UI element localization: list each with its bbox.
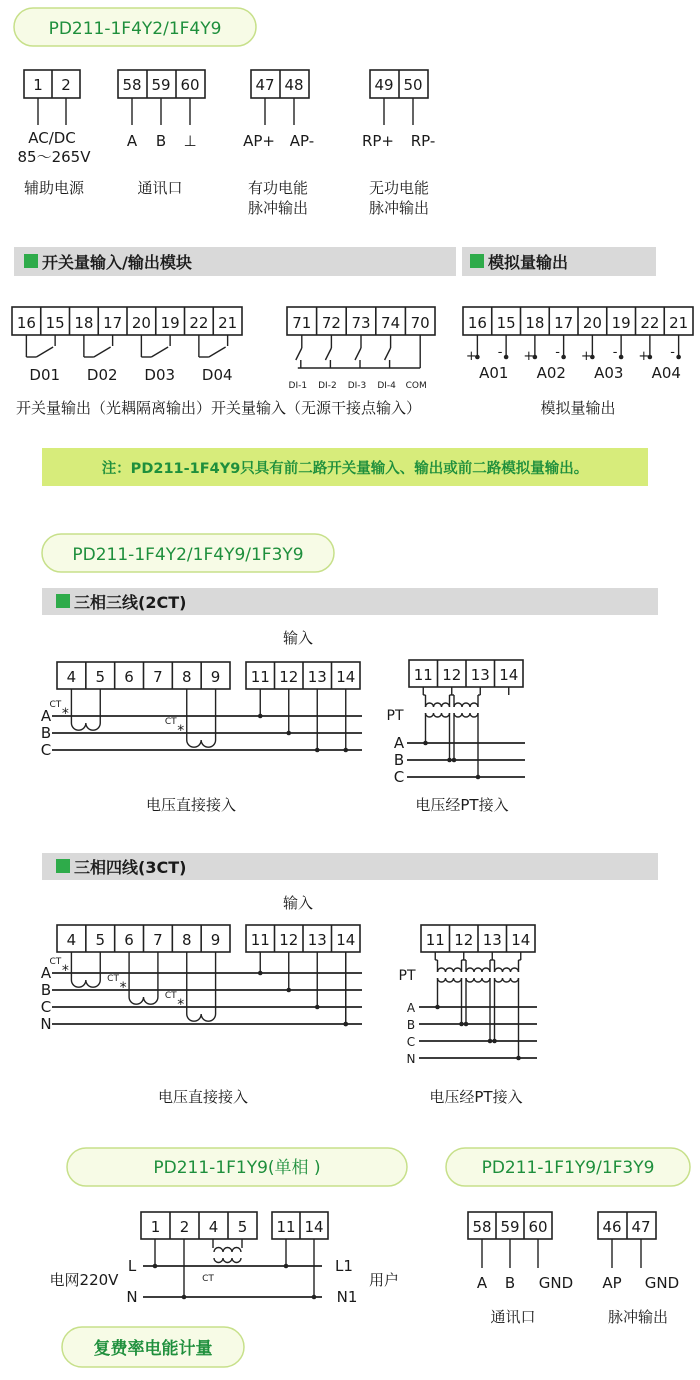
polarity-star: * [61,963,69,979]
terminal-caption: 辅助电源 [23,179,85,197]
junction-dot [516,1056,521,1061]
pin: 12 [454,931,474,949]
terminal-label: GND [538,1274,574,1292]
terminal-label: AC/DC [28,129,76,147]
pin: 17 [554,314,574,332]
analog-header: 模拟量输出 [488,253,569,272]
single-phase-diagram [141,1212,328,1239]
pin: 17 [103,314,123,332]
terminal-label: AP- [289,132,315,150]
pin: 13 [482,931,502,949]
terminal-label: RP+ [361,132,395,150]
pin: 21 [218,314,238,332]
terminal-caption: 通讯口 [490,1308,536,1326]
pin: 5 [95,931,106,949]
pin: 58 [472,1218,492,1236]
pin: 6 [124,931,134,949]
output-label: D03 [144,366,176,384]
output-label: A03 [594,364,624,382]
polarity-star: * [177,723,185,739]
phase-label: A [40,964,52,982]
pin: 20 [582,314,602,332]
junction-dot [343,1022,348,1027]
direct-caption: 电压直接接入 [145,796,237,814]
pin: 18 [74,314,94,332]
pin: 14 [511,931,531,949]
phase-label: B [40,724,52,742]
pin: 49 [374,76,394,94]
pt-coil [495,968,519,972]
pin: 12 [442,666,462,684]
io-caption: 开关量输出（光耦隔离输出）开关量输入（无源干接点输入） [16,399,422,417]
ct-coil [426,713,450,717]
ct-coil [187,740,216,747]
pin: 16 [467,314,487,332]
terminal-caption: 脉冲输出 [247,199,309,217]
model-title: PD211-1F4Y2/1F4Y9 [48,19,222,39]
phase-label: A [40,707,52,725]
model-title: PD211-1F4Y2/1F4Y9/1F3Y9 [72,545,304,565]
3p4w-header: 三相四线(3CT) [74,858,187,877]
junction-dot [258,714,263,719]
pin: 11 [250,668,270,686]
junction-dot [286,731,291,736]
terminal-label: 85～265V [17,148,91,166]
junction-dot [343,748,348,753]
pin: 19 [611,314,631,332]
ct-label: CT [49,957,62,967]
terminal-label: RP- [410,132,436,150]
pin: 5 [95,668,106,686]
active-pulse-terminal [243,70,314,217]
sign: + [465,349,477,364]
green-square-icon [470,254,484,268]
ct-coil [187,1014,216,1021]
aux-power-terminal [18,70,92,197]
pin: 19 [160,314,180,332]
ct-coil [495,978,519,982]
ct-coil [466,978,490,982]
pin: 22 [640,314,660,332]
pin: 13 [307,931,327,949]
phase-label: B [406,1018,416,1032]
output-label: A02 [536,364,566,382]
pin: 12 [279,668,299,686]
pt-coil [454,703,478,707]
output-label: A04 [651,364,681,382]
pin: 14 [336,931,356,949]
pin: 74 [381,314,401,332]
junction-dot [286,988,291,993]
pin: 59 [500,1218,520,1236]
pt-coil [466,968,490,972]
pin: 16 [16,314,36,332]
pin: 11 [425,931,445,949]
pin: 8 [181,931,192,949]
wire [296,348,302,360]
junction-dot [423,741,428,746]
pin: 59 [151,76,171,94]
section-3 [40,534,658,1106]
junction-dot [504,355,509,360]
pin: 11 [413,666,433,684]
pin: 1 [150,1218,161,1236]
pin: 18 [525,314,545,332]
junction-dot [435,1005,440,1010]
sign: + [580,349,592,364]
junction-dot [258,971,263,976]
pin: 20 [131,314,151,332]
ct-label: CT [164,717,177,727]
output-label: D04 [201,366,233,384]
ct-label: CT [202,1274,214,1284]
sign: + [638,349,650,364]
wire [325,348,331,360]
section-1 [14,8,435,217]
phase-label: B [40,981,52,999]
phase-label: A [406,1001,416,1015]
sign: - [497,345,503,360]
terminal-label: ⊥ [183,132,197,150]
pin: 11 [276,1218,296,1236]
terminal-caption: 有功电能 [247,179,309,197]
pin: 7 [153,668,163,686]
pin: 5 [237,1218,248,1236]
phase-label: N [40,1015,52,1033]
junction-dot [476,775,481,780]
ct-label: CT [49,700,62,710]
pt-coil [426,703,450,707]
green-square-icon [56,594,70,608]
pin: 48 [284,76,304,94]
section-4 [50,1148,690,1367]
terminal-caption: 脉冲输出 [607,1308,669,1326]
pt-label: PT [398,968,416,984]
phase-label: C [406,1035,416,1049]
input-label: 输入 [282,894,314,912]
terminal-label: B [155,132,167,150]
terminal-label: B [504,1274,516,1292]
junction-dot [459,1022,464,1027]
output-label: D02 [86,366,118,384]
pin: 13 [470,666,490,684]
pin: 8 [181,668,192,686]
section-2 [12,247,693,486]
pin: 14 [304,1218,324,1236]
ct-coil [438,978,462,982]
pin: 47 [631,1218,651,1236]
junction-dot [182,1295,187,1300]
polarity-star: * [61,706,69,722]
ct-coil [454,713,478,717]
green-square-icon [56,859,70,873]
pin: 12 [279,931,299,949]
user-label: 用户 [368,1271,400,1289]
ct-label: CT [107,974,119,984]
sign: - [670,345,675,360]
pin: 2 [61,76,71,94]
pin: 60 [180,76,200,94]
pin: 9 [210,668,221,686]
line-label: N [126,1288,138,1306]
pt-label: PT [386,708,404,724]
terminal-label: A [476,1274,488,1292]
junction-dot [153,1264,158,1269]
analog-caption: 模拟量输出 [540,399,616,417]
pt-coil [438,968,462,972]
pin: 11 [250,931,270,949]
junction-dot [561,355,566,360]
switch-output-terminal [12,307,242,384]
pin: 46 [602,1218,622,1236]
pin: 71 [292,314,312,332]
pin: 60 [528,1218,548,1236]
pin: 73 [351,314,371,332]
analog-output-terminal [463,307,693,382]
model-title: PD211-1F1Y9/1F3Y9 [481,1158,655,1178]
phase-label: A [393,734,405,752]
polarity-star: * [119,980,127,996]
terminal-label: AP [602,1274,622,1292]
wire [385,348,391,360]
pin: 2 [179,1218,190,1236]
grid-label: 电网220V [49,1271,119,1289]
output-label: D01 [29,366,61,384]
pin: 4 [66,931,77,949]
pin: 72 [321,314,341,332]
input-label: DI-4 [377,381,396,391]
junction-dot [315,748,320,753]
io-header: 开关量输入/输出模块 [42,253,192,272]
pin: 9 [210,931,221,949]
ct-coil [214,1258,241,1263]
wire [355,348,361,360]
phase-label: N [406,1052,416,1066]
pin: 15 [496,314,516,332]
wire [151,347,168,357]
terminal-caption: 通讯口 [137,179,183,197]
pin: 13 [307,668,327,686]
junction-dot [492,1039,497,1044]
pin: 4 [66,668,77,686]
line-label: L1 [335,1257,353,1275]
pin: 21 [669,314,689,332]
junction-dot [464,1022,469,1027]
pt-caption: 电压经PT接入 [429,1088,523,1106]
pin: 6 [124,668,134,686]
pin: 15 [45,314,65,332]
input-label: DI-2 [318,381,337,391]
direct-caption: 电压直接接入 [157,1088,249,1106]
phase-label: C [40,741,52,759]
wire [94,347,111,357]
ct-coil [129,997,158,1004]
terminal-caption: 无功电能 [368,179,430,197]
multi-rate-label: 复费率电能计量 [93,1339,213,1359]
junction-dot [452,758,457,763]
switch-input-terminal [287,307,435,391]
pin: 1 [33,76,43,94]
line-label: L [127,1257,137,1275]
output-label: A01 [479,364,509,382]
input-label: 输入 [282,629,314,647]
phase-label: B [393,751,405,769]
sign: - [555,345,560,360]
pin: 14 [336,668,356,686]
ct-coil [71,980,100,987]
polarity-star: * [177,997,185,1013]
pin: 47 [255,76,275,94]
wire [36,347,53,357]
model-title: PD211-1F1Y9(单相 ) [153,1158,321,1178]
pin: 7 [153,931,163,949]
junction-dot [676,355,681,360]
junction-dot [619,355,624,360]
terminal-caption: 脉冲输出 [368,199,430,217]
sign: + [523,349,535,364]
phase-label: C [40,998,52,1016]
input-label: COM [405,381,427,391]
input-label: DI-3 [347,381,367,391]
ct-label: CT [164,991,177,1001]
sign: - [612,345,618,360]
junction-dot [284,1264,289,1269]
terminal-label: AP+ [243,132,275,150]
terminal-label: A [126,132,138,150]
junction-dot [447,758,452,763]
junction-dot [315,1005,320,1010]
junction-dot [488,1039,493,1044]
pt-caption: 电压经PT接入 [415,796,509,814]
comm-terminal [118,70,205,197]
note-text: 注：PD211-1F4Y9只具有前二路开关量输入、输出或前二路模拟量输出。 [101,461,589,477]
pin: 70 [410,314,430,332]
phase-label: C [393,768,405,786]
pin: 50 [403,76,423,94]
pin: 4 [208,1218,219,1236]
pt-coil [214,1248,241,1253]
pin: 14 [499,666,519,684]
ct-coil [71,723,100,730]
reactive-pulse-terminal [362,70,435,217]
3p3w-header: 三相三线(2CT) [74,593,187,612]
junction-dot [312,1295,317,1300]
line-label: N1 [336,1288,358,1306]
terminal-label: GND [644,1274,680,1292]
green-square-icon [24,254,38,268]
wire [209,347,226,357]
pin: 22 [189,314,209,332]
pin: 58 [122,76,142,94]
input-label: DI-1 [288,381,308,391]
